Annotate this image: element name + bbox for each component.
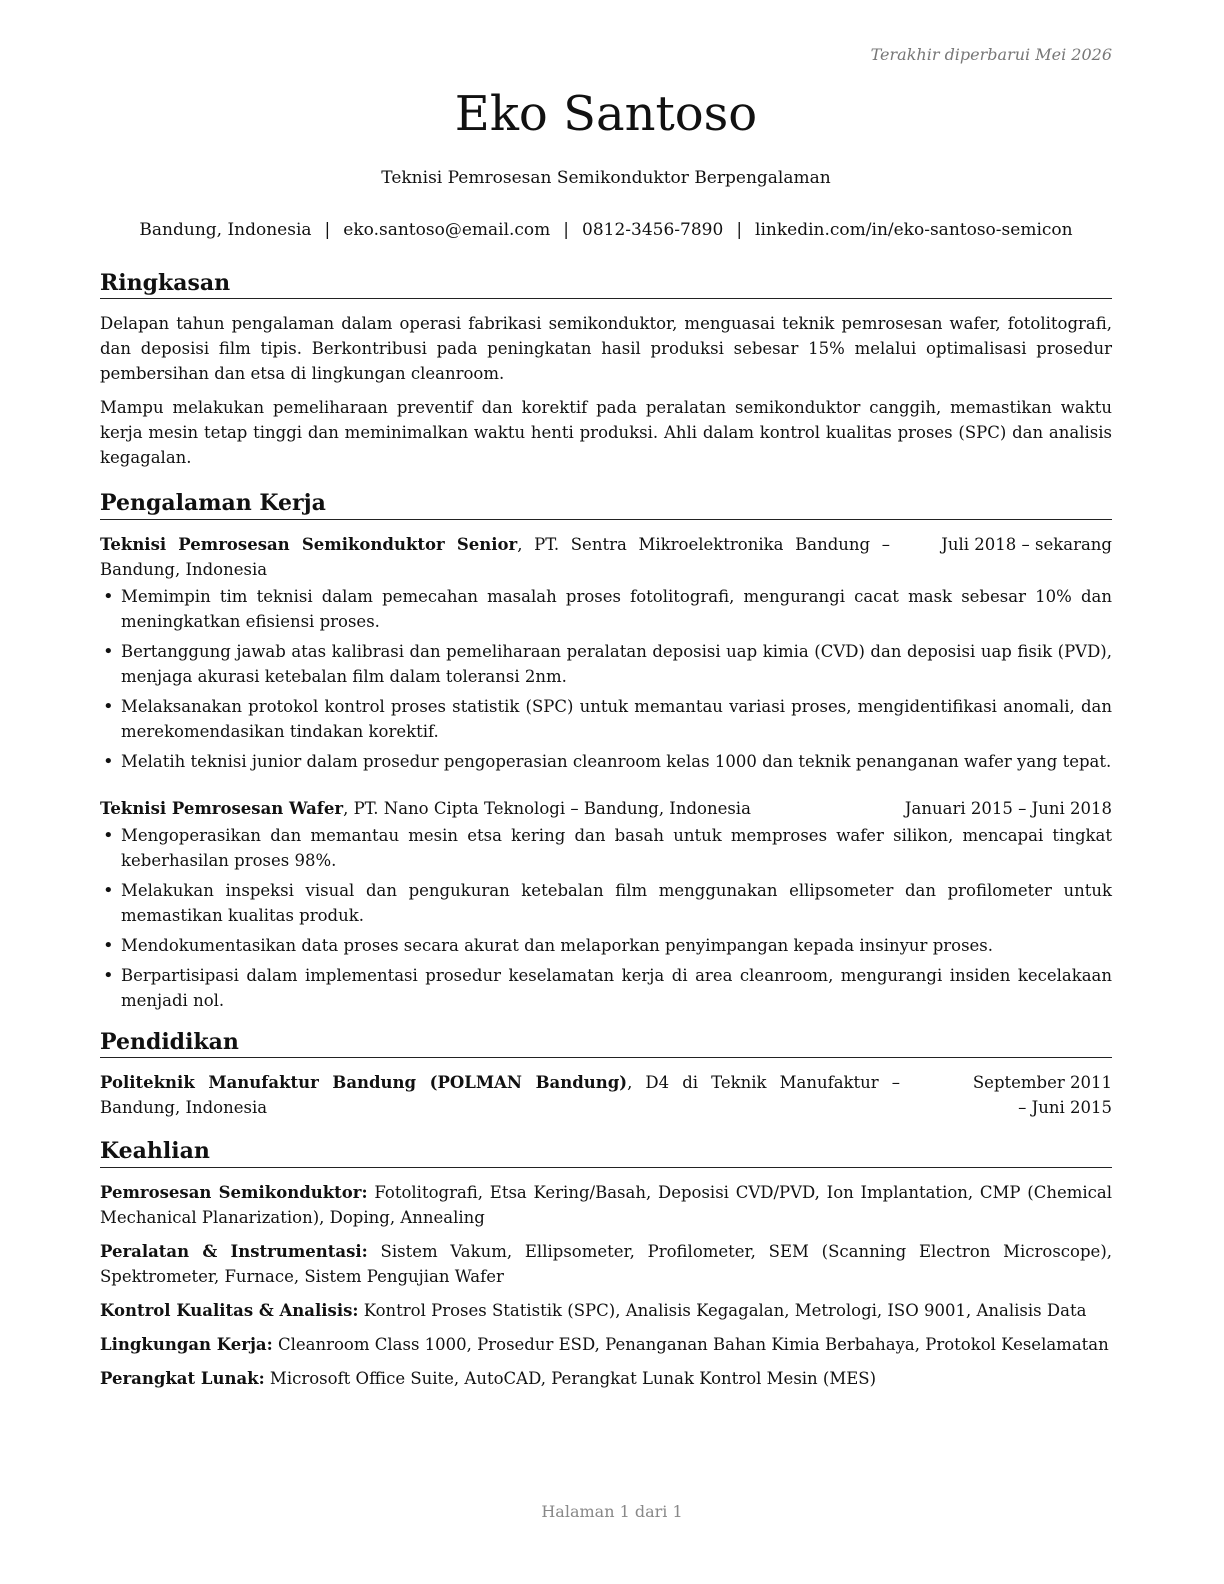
job-bullets [100,823,1112,1013]
contact-separator: | [324,220,331,240]
skill-value: Microsoft Office Suite, AutoCAD, Perangkat Lunak Kontrol Mesin (MES) [264,1368,877,1388]
job-entry [100,532,1112,774]
summary-section [100,270,1112,470]
skill-value: Kontrol Proses Statistik (SPC), Analisis Kegagalan, Metrologi, ISO 9001, Analisis Data [358,1300,1087,1320]
job-role: Teknisi Pemrosesan Semikonduktor Senior [100,534,518,554]
contact-separator: | [736,220,743,240]
last-updated: Terakhir diperbarui Mei 2026 [870,45,1112,64]
skills-title: Keahlian [100,1138,1112,1167]
contact-linkedin[interactable]: linkedin.com/in/eko-santoso-semicon [755,220,1073,240]
job-dates: Januari 2015 – Juni 2018 [904,798,1112,818]
page-number: Halaman 1 dari 1 [541,1502,683,1521]
skill-label: Peralatan & Instrumentasi: [100,1241,368,1261]
education-school: Politeknik Manufaktur Bandung (POLMAN Bandung) [100,1073,628,1093]
job-bullets [100,584,1112,774]
experience-section [100,490,1112,1012]
job-bullet: • Memimpin tim teknisi dalam pemecahan masalah proses fotolitografi, mengurangi cacat mask sebesar 10% dan meningkatkan efisiensi proses. [100,584,1112,634]
job-bullet: • Melakukan inspeksi visual dan pengukuran ketebalan film menggunakan ellipsometer dan profilometer untuk memastikan kualitas produk. [100,878,1112,928]
education-detail: , D4 di Teknik Manufaktur – Bandung, Indonesia [100,1073,900,1118]
job-bullet: • Melatih teknisi junior dalam prosedur pengoperasian cleanroom kelas 1000 dan teknik penanganan wafer yang tepat. [100,749,1112,774]
education-title: Pendidikan [100,1029,1112,1058]
contact-phone: 0812-3456-7890 [582,220,724,240]
summary-title: Ringkasan [100,270,1112,299]
skill-value: Fotolitografi, Etsa Kering/Basah, Deposisi CVD/PVD, Ion Implantation, CMP (Chemical Mechanical Planarization), Doping, Annealing [100,1182,1112,1227]
resume-body [100,270,1112,1400]
job-company: , PT. Sentra Mikroelektronika Bandung – Bandung, Indonesia [100,534,890,579]
job-bullet: • Mendokumentasikan data proses secara akurat dan melaporkan penyimpangan kepada insinyur proses. [100,933,1112,958]
contact-separator: | [563,220,570,240]
job-header [100,532,1112,582]
contact-location: Bandung, Indonesia [139,220,312,240]
summary-paragraph: Delapan tahun pengalaman dalam operasi fabrikasi semikonduktor, menguasai teknik pemrosesan wafer, fotolitografi, dan deposisi film tipis. Berkontribusi pada peningkatan hasil produksi sebesar 15% melalui optimalisasi prosedur pembersihan dan etsa di lingkungan cleanroom. [100,314,1112,384]
education-dates: September 2011 – Juni 2015 [972,1073,1112,1118]
summary-paragraph: Mampu melakukan pemeliharaan preventif dan korektif pada peralatan semikonduktor canggih, memastikan waktu kerja mesin tetap tinggi dan meminimalkan waktu henti produksi. Ahli dalam kontrol kualitas proses (SPC) dan analisis kegagalan. [100,398,1112,468]
job-entry [100,796,1112,1013]
education-entry [100,1070,1112,1120]
skill-value: Cleanroom Class 1000, Prosedur ESD, Penanganan Bahan Kimia Berbahaya, Protokol Keselamatan [272,1334,1109,1354]
skill-row [100,1366,1112,1391]
contact-line [100,220,1112,240]
job-role: Teknisi Pemrosesan Wafer [100,798,344,818]
skills-section [100,1138,1112,1390]
candidate-tagline: Teknisi Pemrosesan Semikonduktor Berpengalaman [381,168,831,188]
skill-row [100,1298,1112,1323]
job-header [100,796,1112,821]
education-section [100,1029,1112,1120]
job-dates: Juli 2018 – sekarang [941,534,1112,554]
job-bullet: • Bertanggung jawab atas kalibrasi dan pemeliharaan peralatan deposisi uap kimia (CVD) dan deposisi uap fisik (PVD), menjaga akurasi ketebalan film dalam toleransi 2nm. [100,639,1112,689]
skill-value: Sistem Vakum, Ellipsometer, Profilometer, SEM (Scanning Electron Microscope), Spektrometer, Furnace, Sistem Pengujian Wafer [100,1241,1112,1286]
skill-label: Perangkat Lunak: [100,1368,265,1388]
skill-row [100,1239,1112,1289]
job-bullet: • Mengoperasikan dan memantau mesin etsa kering dan basah untuk memproses wafer silikon, mencapai tingkat keberhasilan proses 98%. [100,823,1112,873]
job-company: , PT. Nano Cipta Teknologi – Bandung, Indonesia [343,798,751,818]
experience-title: Pengalaman Kerja [100,490,1112,519]
skill-label: Kontrol Kualitas & Analisis: [100,1300,359,1320]
skill-row [100,1332,1112,1357]
job-bullet: • Berpartisipasi dalam implementasi prosedur keselamatan kerja di area cleanroom, mengurangi insiden kecelakaan menjadi nol. [100,963,1112,1013]
skill-label: Lingkungan Kerja: [100,1334,273,1354]
job-bullet: • Melaksanakan protokol kontrol proses statistik (SPC) untuk memantau variasi proses, mengidentifikasi anomali, dan merekomendasikan tindakan korektif. [100,694,1112,744]
skill-label: Pemrosesan Semikonduktor: [100,1182,368,1202]
skill-row [100,1180,1112,1230]
contact-email[interactable]: eko.santoso@email.com [343,220,551,240]
candidate-name: Eko Santoso [454,86,758,142]
